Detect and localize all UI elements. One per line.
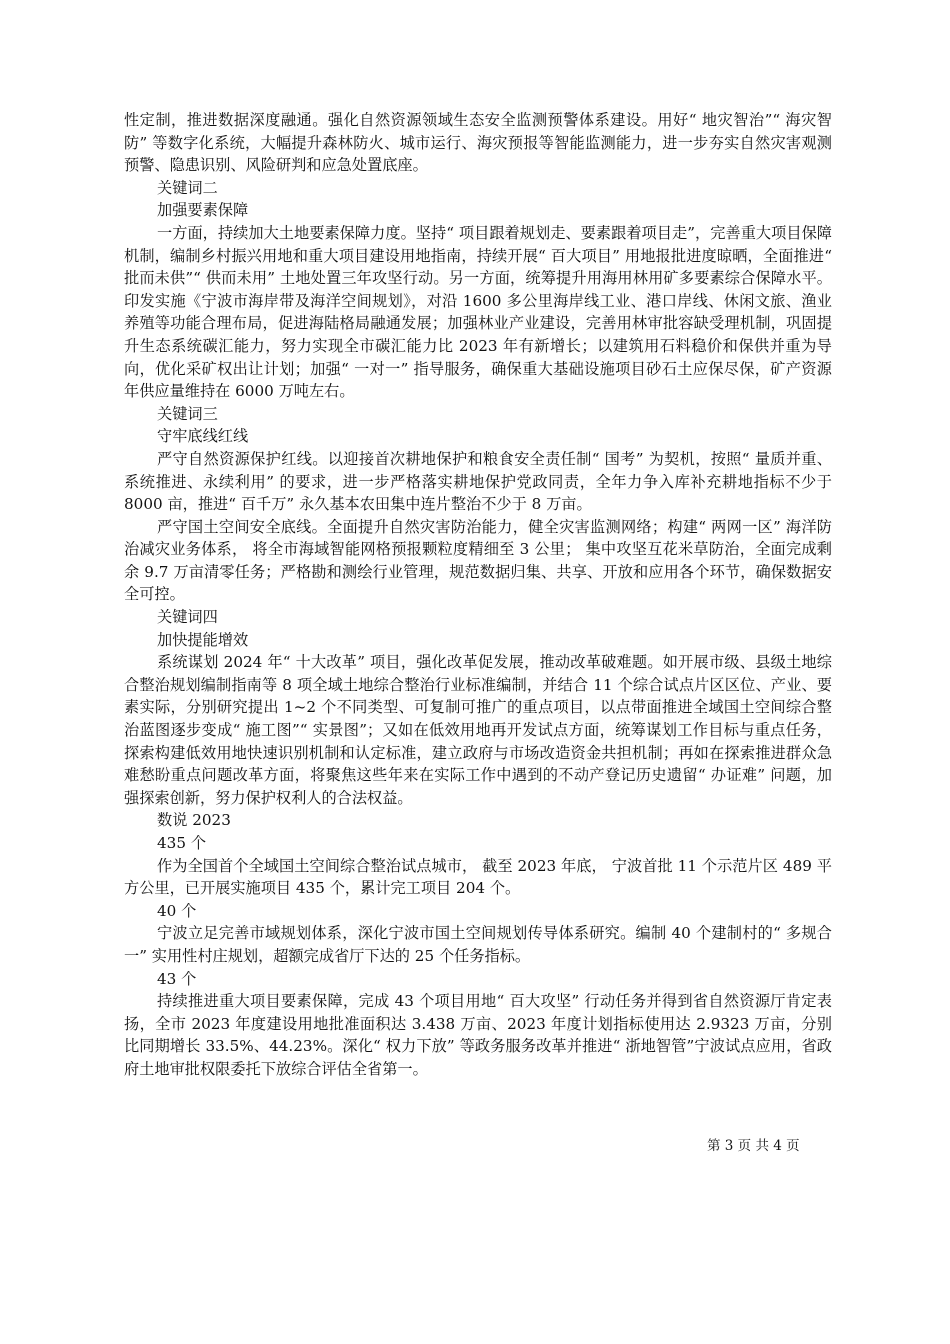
section-heading: 数说 2023 [157, 811, 231, 830]
paragraph: 系统谋划 2024 年“ 十大改革” 项目，强化改革促发展，推动改革破难题。如开展市级、县级土地综合整治规划编制指南等 8 项全域土地综合整治行业标准编制，并结合 11 个综合试点片区区位、产业、要素实际，分别研究提出 1~2 个不同类型、可复制可推广的重点项目，以点带面推进全域国土空间综合整治蓝图逐步变成“ 施工图”“ 实景图”；又如在低效用地再开发试点方面，统筹谋划工作目标与重点任务，探索构建低效用地快速识别机制和认定标准，建立政府与市场改造资金共担机制；再如在探索推进群众急难愁盼重点问题改革方面，将聚焦这些年来在实际工作中遇到的不动产登记历史遗留“ 办证难” 问题，加强探索创新，努力保护权利人的合法权益。 [124, 653, 832, 807]
section-subtitle: 守牢底线红线 [157, 427, 249, 446]
section-heading: 关键词二 [157, 178, 218, 197]
paragraph: 持续推进重大项目要素保障，完成 43 个项目用地“ 百大攻坚” 行动任务并得到省自然资源厅肯定表扬，全市 2023 年度建设用地批准面积达 3.438 万亩、2023 年度计划指标使用达 2.9323 万亩，分别比同期增长 33.5%、44.23%。深化“ 权力下放” 等政务服务改革并推进“ 浙地智管”宁波试点应用，省政府土地审批权限委托下放综合评估全省第一。 [124, 992, 832, 1078]
stat-heading: 43 个 [157, 969, 197, 988]
section-heading: 关键词三 [157, 404, 218, 423]
stat-heading: 40 个 [157, 901, 197, 920]
section-subtitle: 加快提能增效 [157, 630, 249, 649]
section-subtitle: 加强要素保障 [157, 201, 249, 220]
paragraph: 严守自然资源保护红线。以迎接首次耕地保护和粮食安全责任制“ 国考” 为契机，按照“ 量质并重、系统推进、永续利用” 的要求，进一步严格落实耕地保护党政同责，全年力争入库补充耕地指标不少于 8000 亩，推进“ 百千万” 永久基本农田集中连片整治不少于 8 万亩。 [124, 449, 832, 514]
paragraph: 性定制，推进数据深度融通。强化自然资源领域生态安全监测预警体系建设。用好“ 地灾智治”“ 海灾智防” 等数字化系统，大幅提升森林防火、城市运行、海灾预报等智能监测能力，进一步夯实自然灾害观测预警、隐患识别、风险研判和应急处置底座。 [124, 111, 832, 175]
paragraph: 严守国土空间安全底线。全面提升自然灾害防治能力，健全灾害监测网络；构建“ 两网一区” 海洋防治减灾业务体系， 将全市海域智能网格预报颗粒度精细至 3 公里； 集中攻坚互花米草防治，全面完成剩余 9.7 万亩清零任务；严格勘和测绘行业管理，规范数据归集、共享、开放和应用各个环节，确保数据安全可控。 [124, 517, 832, 604]
section-heading: 关键词四 [157, 608, 218, 627]
document-body [124, 109, 832, 1081]
paragraph: 作为全国首个全域国土空间综合整治试点城市， 截至 2023 年底， 宁波首批 11 个示范片区 489 平方公里，已开展实施项目 435 个，累计完工项目 204 个。 [124, 856, 832, 898]
paragraph: 宁波立足完善市域规划体系，深化宁波市国土空间规划传导体系研究。编制 40 个建制村的“ 多规合一” 实用性村庄规划，超额完成省厅下达的 25 个任务指标。 [124, 924, 832, 965]
paragraph: 一方面，持续加大土地要素保障力度。坚持“ 项目跟着规划走、要素跟着项目走”，完善重大项目保障机制，编制乡村振兴用地和重大项目建设用地指南，持续开展“ 百大项目” 用地报批进度晾晒，全面推进“ 批而未供”“ 供而未用” 土地处置三年攻坚行动。另一方面，统筹提升用海用林用矿多要素综合保障水平。印发实施《宁波市海岸带及海洋空间规划》，对沿 1600 多公里海岸线工业、港口岸线、休闲文旅、渔业养殖等功能合理布局，促进海陆格局融通发展；加强林业产业建设，完善用林审批容缺受理机制，巩固提升生态系统碳汇能力，努力实现全市碳汇能力比 2023 年有新增长；以建筑用石料稳价和保供并重为导向，优化采矿权出让计划；加强“ 一对一” 指导服务，确保重大基础设施项目砂石土应保尽保，矿产资源年供应量维持在 6000 万吨左右。 [124, 223, 832, 401]
stat-heading: 435 个 [157, 834, 207, 852]
page-number: 第 3 页 共 4 页 [707, 1138, 800, 1154]
